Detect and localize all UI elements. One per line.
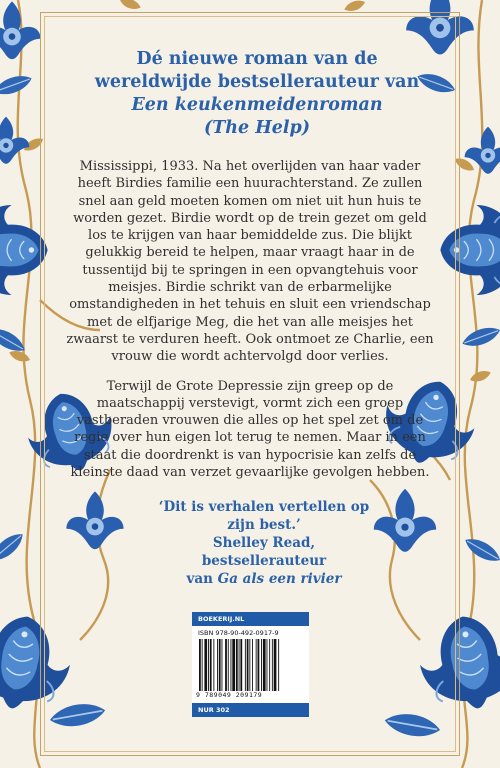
- headline-book-title: Een keukenmeidenroman: [131, 95, 383, 115]
- headline-line-1: Dé nieuwe roman van de: [136, 49, 378, 69]
- quote-source-prefix: van: [186, 571, 213, 587]
- isbn-text: ISBN 978-90-492-0917-9: [198, 629, 279, 637]
- barcode-icon: [198, 639, 303, 691]
- quote-author: Shelley Read, bestsellerauteur: [201, 535, 327, 569]
- headline-book-subtitle: (The Help): [203, 118, 311, 138]
- quote-source-title: Ga als een rivier: [217, 571, 342, 587]
- quote-source: [150, 570, 378, 588]
- barcode-number: 9 789049 209179: [196, 691, 263, 699]
- headline-line-2: wereldwijde bestsellerauteur van: [94, 72, 420, 92]
- publisher-website: BOEKERIJ.NL: [192, 612, 309, 626]
- blurb-paragraph-1: Mississippi, 1933. Na het overlijden van haar vader heeft Birdies familie een huurachterstand. Ze zullen snel aan geld moeten komen om niet uit hun huis te worden gezet. Birdie wordt op de trein gezet om geld los te krijgen van haar bemiddelde zus. Die blijkt gelukkig bereid te helpen, maar vraagt haar in de tussentijd bij te springen in een opvangtehuis voor meisjes. Birdie schrikt van de erbarmelijke omstandigheden in het tehuis en sluit een vriendschap met de elfjarige Meg, die het van alle meisjes het zwaarst te verduren heeft. Ook ontmoet ze Charlie, een vrouw die wordt achtervolgd door verlies.: [66, 159, 434, 365]
- barcode-label: [192, 612, 309, 717]
- blurb: [64, 158, 436, 493]
- nur-code: NUR 302: [192, 703, 309, 717]
- blurb-paragraph-2: Terwijl de Grote Depressie zijn greep op de maatschappij verstevigt, vormt zich een groep vastberaden vrouwen die alles op het spel zet om de regie over hun eigen lot terug te nemen. Maar in een staat die doordrenkt is van hypocrisie kan zelfs de kleinste daad van verzet gevaarlijke gevolgen hebben.: [70, 378, 430, 481]
- review-quote: [150, 498, 378, 588]
- headline: [92, 48, 422, 140]
- quote-text: ‘Dit is verhalen vertellen op zijn best.’: [158, 499, 370, 533]
